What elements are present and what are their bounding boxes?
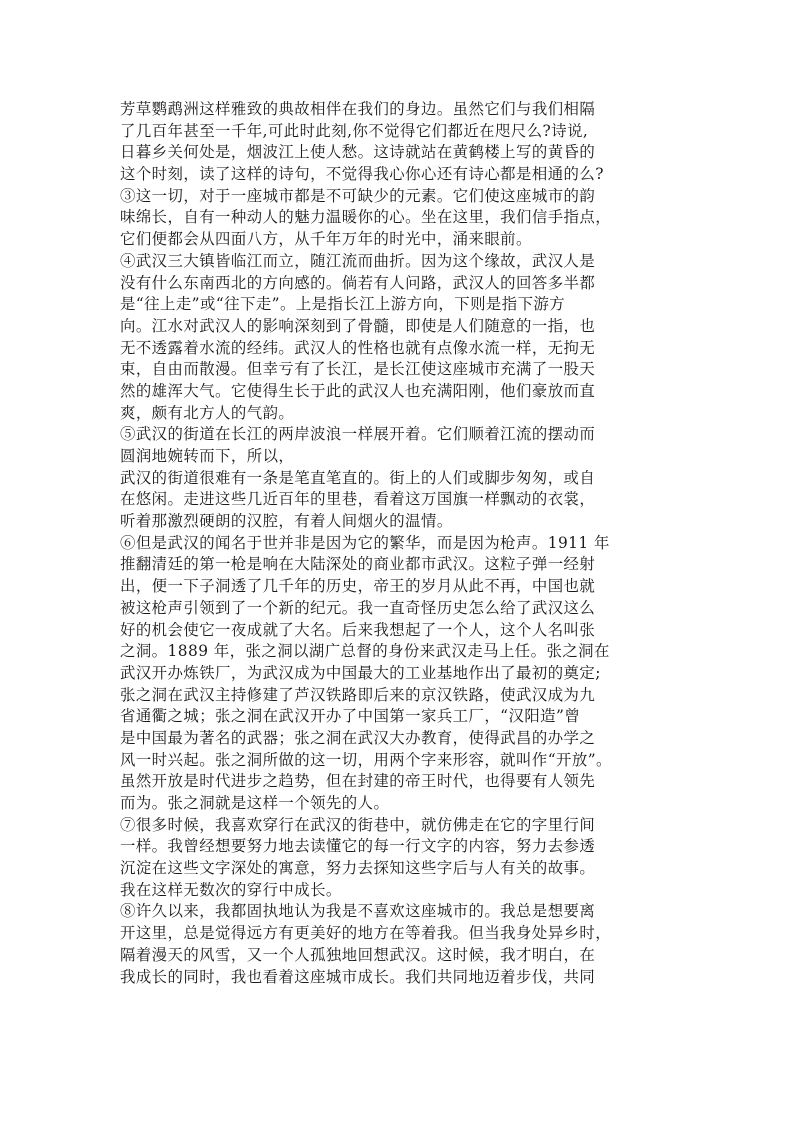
document-body (120, 99, 676, 988)
text-line: 我成长的同时，我也看着这座城市成长。我们共同地迈着步伐，共同 (120, 967, 596, 986)
text-line: 圆润地婉转而下，所以， (120, 447, 295, 465)
text-line: ⑤武汉的街道在长江的两岸波浪一样展开着。它们顺着江流的摆动而 (120, 425, 596, 444)
text-line: 被这枪声引领到了一个新的纪元。我一直奇怪历史怎么给了武汉这么 (120, 598, 596, 617)
text-line: 听着那激烈硬朗的汉腔，有着人间烟火的温情。 (120, 512, 453, 531)
text-line: 推翻清廷的第一枪是响在大陆深处的商业都市武汉。这粒子弹一经射 (120, 555, 596, 574)
text-line: 日暮乡关何处是，烟波江上使人愁。这诗就站在黄鹤楼上写的黄昏的 (120, 143, 596, 162)
text-line: 是“往上走”或“往下走”。上是指长江上游方向，下则是指下游方 (120, 295, 566, 314)
text-line: 武汉开办炼铁厂，为武汉成为中国最大的工业基地作出了最初的奠定; (120, 663, 601, 682)
text-line: ③这一切，对于一座城市都是不可缺少的元素。它们使这座城市的韵 (120, 186, 596, 205)
text-line: 没有什么东南西北的方向感的。倘若有人问路，武汉人的回答多半都 (120, 273, 596, 292)
text-line: 省通衢之城；张之洞在武汉开办了中国第一家兵工厂，“汉阳造”曾 (120, 707, 581, 726)
text-line: 无不透露着水流的经纬。武汉人的性格也就有点像水流一样，无拘无 (120, 338, 596, 357)
text-line: 虽然开放是时代进步之趋势，但在封建的帝王时代，也得要有人领先 (120, 772, 596, 791)
text-line: 爽，颇有北方人的气韵。 (120, 403, 295, 422)
text-line: 开这里，总是觉得远方有更美好的地方在等着我。但当我身处异乡时， (120, 924, 612, 943)
text-line: 它们便都会从四面八方，从千年万年的时光中，涌来眼前。 (120, 230, 532, 249)
text-line: ④武汉三大镇皆临江而立，随江流而曲折。因为这个缘故，武汉人是 (120, 251, 596, 270)
text-line: ⑧许久以来，我都固执地认为我是不喜欢这座城市的。我总是想要离 (120, 902, 596, 921)
text-line: 而为。张之洞就是这样一个领先的人。 (120, 794, 390, 812)
text-line: 好的机会使它一夜成就了大名。后来我想起了一个人，这个人名叫张 (120, 620, 596, 639)
text-line: 在悠闲。走进这些几近百年的里巷，看着这万国旗一样飘动的衣裳， (120, 490, 596, 509)
text-line: 了几百年甚至一千年,可此时此刻,你不觉得它们都近在咫尺么?诗说, (120, 121, 589, 140)
text-line: 是中国最为著名的武器；张之洞在武汉大办教育，使得武昌的办学之 (120, 728, 596, 747)
text-line: 向。江水对武汉人的影响深刻到了骨髓，即使是人们随意的一指，也 (120, 316, 596, 335)
text-line: 沉淀在这些文字深处的寓意，努力去探知这些字后与人有关的故事。 (120, 859, 596, 878)
text-line: 芳草鹦鹉洲这样雅致的典故相伴在我们的身边。虽然它们与我们相隔 (120, 100, 596, 118)
text-line: 一样。我曾经想要努力地去读懂它的每一行文字的内容，努力去参透 (120, 837, 596, 856)
text-line: 武汉的街道很难有一条是笔直笔直的。街上的人们或脚步匆匆，或自 (120, 468, 596, 487)
text-line: 然的雄浑大气。它使得生长于此的武汉人也充满阳刚，他们豪放而直 (120, 381, 596, 400)
text-line: ⑥但是武汉的闻名于世并非是因为它的繁华，而是因为枪声。1911 年 (120, 533, 610, 552)
text-line: 我在这样无数次的穿行中成长。 (120, 880, 342, 899)
text-line: 味绵长，自有一种动人的魅力温暖你的心。坐在这里，我们信手指点， (120, 208, 612, 227)
text-line: 隔着漫天的风雪，又一个人孤独地回想武汉。这时候，我才明白，在 (120, 945, 596, 964)
text-line: ⑦很多时候，我喜欢穿行在武汉的街巷中，就仿佛走在它的字里行间 (120, 815, 596, 834)
text-line: 之洞。1889 年，张之洞以湖广总督的身份来武汉走马上任。张之洞在 (120, 642, 610, 661)
text-line: 出，便一下子洞透了几千年的历史，帝王的岁月从此不再，中国也就 (120, 577, 596, 596)
text-line: 张之洞在武汉主持修建了芦汉铁路即后来的京汉铁路，使武汉成为九 (120, 685, 596, 704)
text-line: 束，自由而散漫。但幸亏有了长江，是长江使这座城市充满了一股天 (120, 360, 596, 379)
text-line: 风一时兴起。张之洞所做的这一切，用两个字来形容，就叫作“开放”。 (120, 750, 612, 769)
text-line: 这个时刻，读了这样的诗句，不觉得我心你心还有诗心都是相通的么? (120, 165, 604, 184)
